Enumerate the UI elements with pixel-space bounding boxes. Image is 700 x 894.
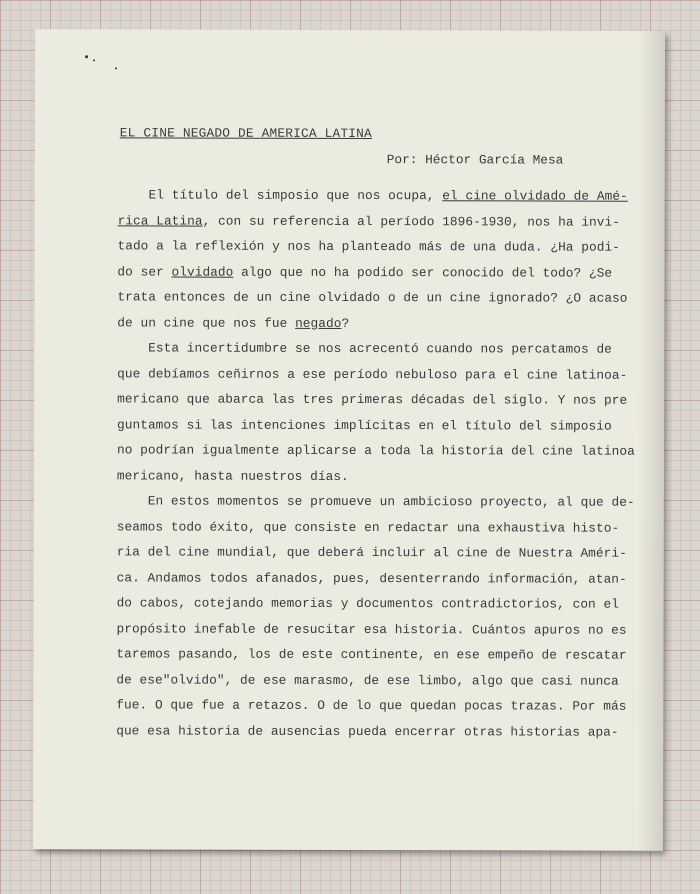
body-line	[117, 442, 635, 458]
body-line	[118, 187, 628, 203]
body-line	[116, 697, 626, 713]
body-line	[117, 544, 627, 560]
text-segment: trata entonces de un cine olvidado o de un cine ignorado? ¿O acaso	[117, 289, 628, 306]
body-line	[117, 289, 627, 305]
body-line	[117, 519, 619, 535]
text-segment: El título del simposio que nos ocupa,	[117, 187, 443, 204]
body-line	[117, 417, 612, 433]
body-line	[118, 213, 620, 229]
text-segment: do cabos, cotejando memorias y documentos contradictorios, con el	[116, 595, 620, 612]
text-segment: Esta incertidumbre se nos acrecentó cuando nos percatamos de	[117, 340, 612, 357]
body-line	[117, 315, 349, 331]
body-line	[116, 621, 626, 637]
underlined-text: olvidado	[171, 264, 234, 280]
underlined-text: negado	[295, 315, 342, 331]
body-line	[117, 340, 612, 356]
text-segment: mericano, hasta nuestros días.	[116, 467, 349, 484]
ink-speck	[115, 67, 117, 69]
text-segment: algo que no ha podido ser conocido del todo? ¿Se	[233, 264, 613, 281]
text-segment: , con su referencia al período 1896-1930, nos ha invi-	[202, 213, 621, 230]
ink-speck	[93, 59, 95, 61]
text-segment: En estos momentos se promueve un ambicioso proyecto, al que de-	[116, 493, 635, 510]
text-segment: de ese"olvido", de ese marasmo, de ese limbo, algo que casi nunca	[116, 671, 619, 689]
body-line	[117, 493, 635, 509]
text-segment: no podrían igualmente aplicarse a toda la historia del cine latinoa	[116, 442, 635, 459]
text-segment: guntamos si las intenciones implícitas en el título del simposio	[117, 416, 612, 434]
text-segment: ria del cine mundial, que deberá incluir al cine de Nuestra Améri-	[116, 544, 627, 561]
body-line	[117, 595, 619, 611]
document-author: Por: Héctor García Mesa	[386, 152, 564, 168]
document-title: EL CINE NEGADO DE AMERICA LATINA	[119, 125, 372, 142]
text-segment: do ser	[117, 263, 172, 280]
typed-page	[33, 29, 665, 851]
underlined-text: el cine olvidado de Amé-	[442, 188, 628, 204]
text-segment: seamos todo éxito, que consiste en redactar una exhaustiva histo-	[116, 518, 620, 536]
body-line	[117, 468, 349, 484]
text-segment: propósito inefable de resucitar esa historia. Cuántos apuros no es	[116, 620, 627, 638]
page-edge-shadow	[637, 31, 665, 851]
body-line	[116, 646, 626, 662]
body-line	[117, 264, 612, 280]
underlined-text: rica Latina	[117, 212, 203, 229]
text-segment: de un cine que nos fue	[117, 314, 296, 331]
text-segment: fue. O que fue a retazos. O de lo que quedan pocas trazas. Por más	[116, 697, 627, 714]
text-segment: ca. Andamos todos afanados, pues, desenterrando información, atan-	[116, 569, 627, 587]
body-line	[117, 366, 627, 382]
ink-speck	[85, 55, 88, 58]
body-line	[117, 238, 619, 254]
text-segment: taremos pasando, los de este continente, en ese empeño de rescatar	[116, 646, 627, 663]
text-segment: tado a la reflexión y nos ha planteado más de una duda. ¿Ha podi-	[117, 238, 620, 255]
text-segment: que esa historia de ausencias pueda encerrar otras historias apa-	[116, 722, 619, 740]
text-segment: que debíamos ceñirnos a ese período nebuloso para el cine latinoa-	[117, 365, 628, 383]
body-line	[116, 672, 618, 688]
text-segment: mericano que abarca las tres primeras décadas del siglo. Y nos pre	[117, 391, 628, 408]
body-line	[116, 723, 618, 739]
body-line	[117, 570, 627, 586]
text-segment: ?	[341, 315, 350, 331]
body-line	[117, 391, 627, 407]
